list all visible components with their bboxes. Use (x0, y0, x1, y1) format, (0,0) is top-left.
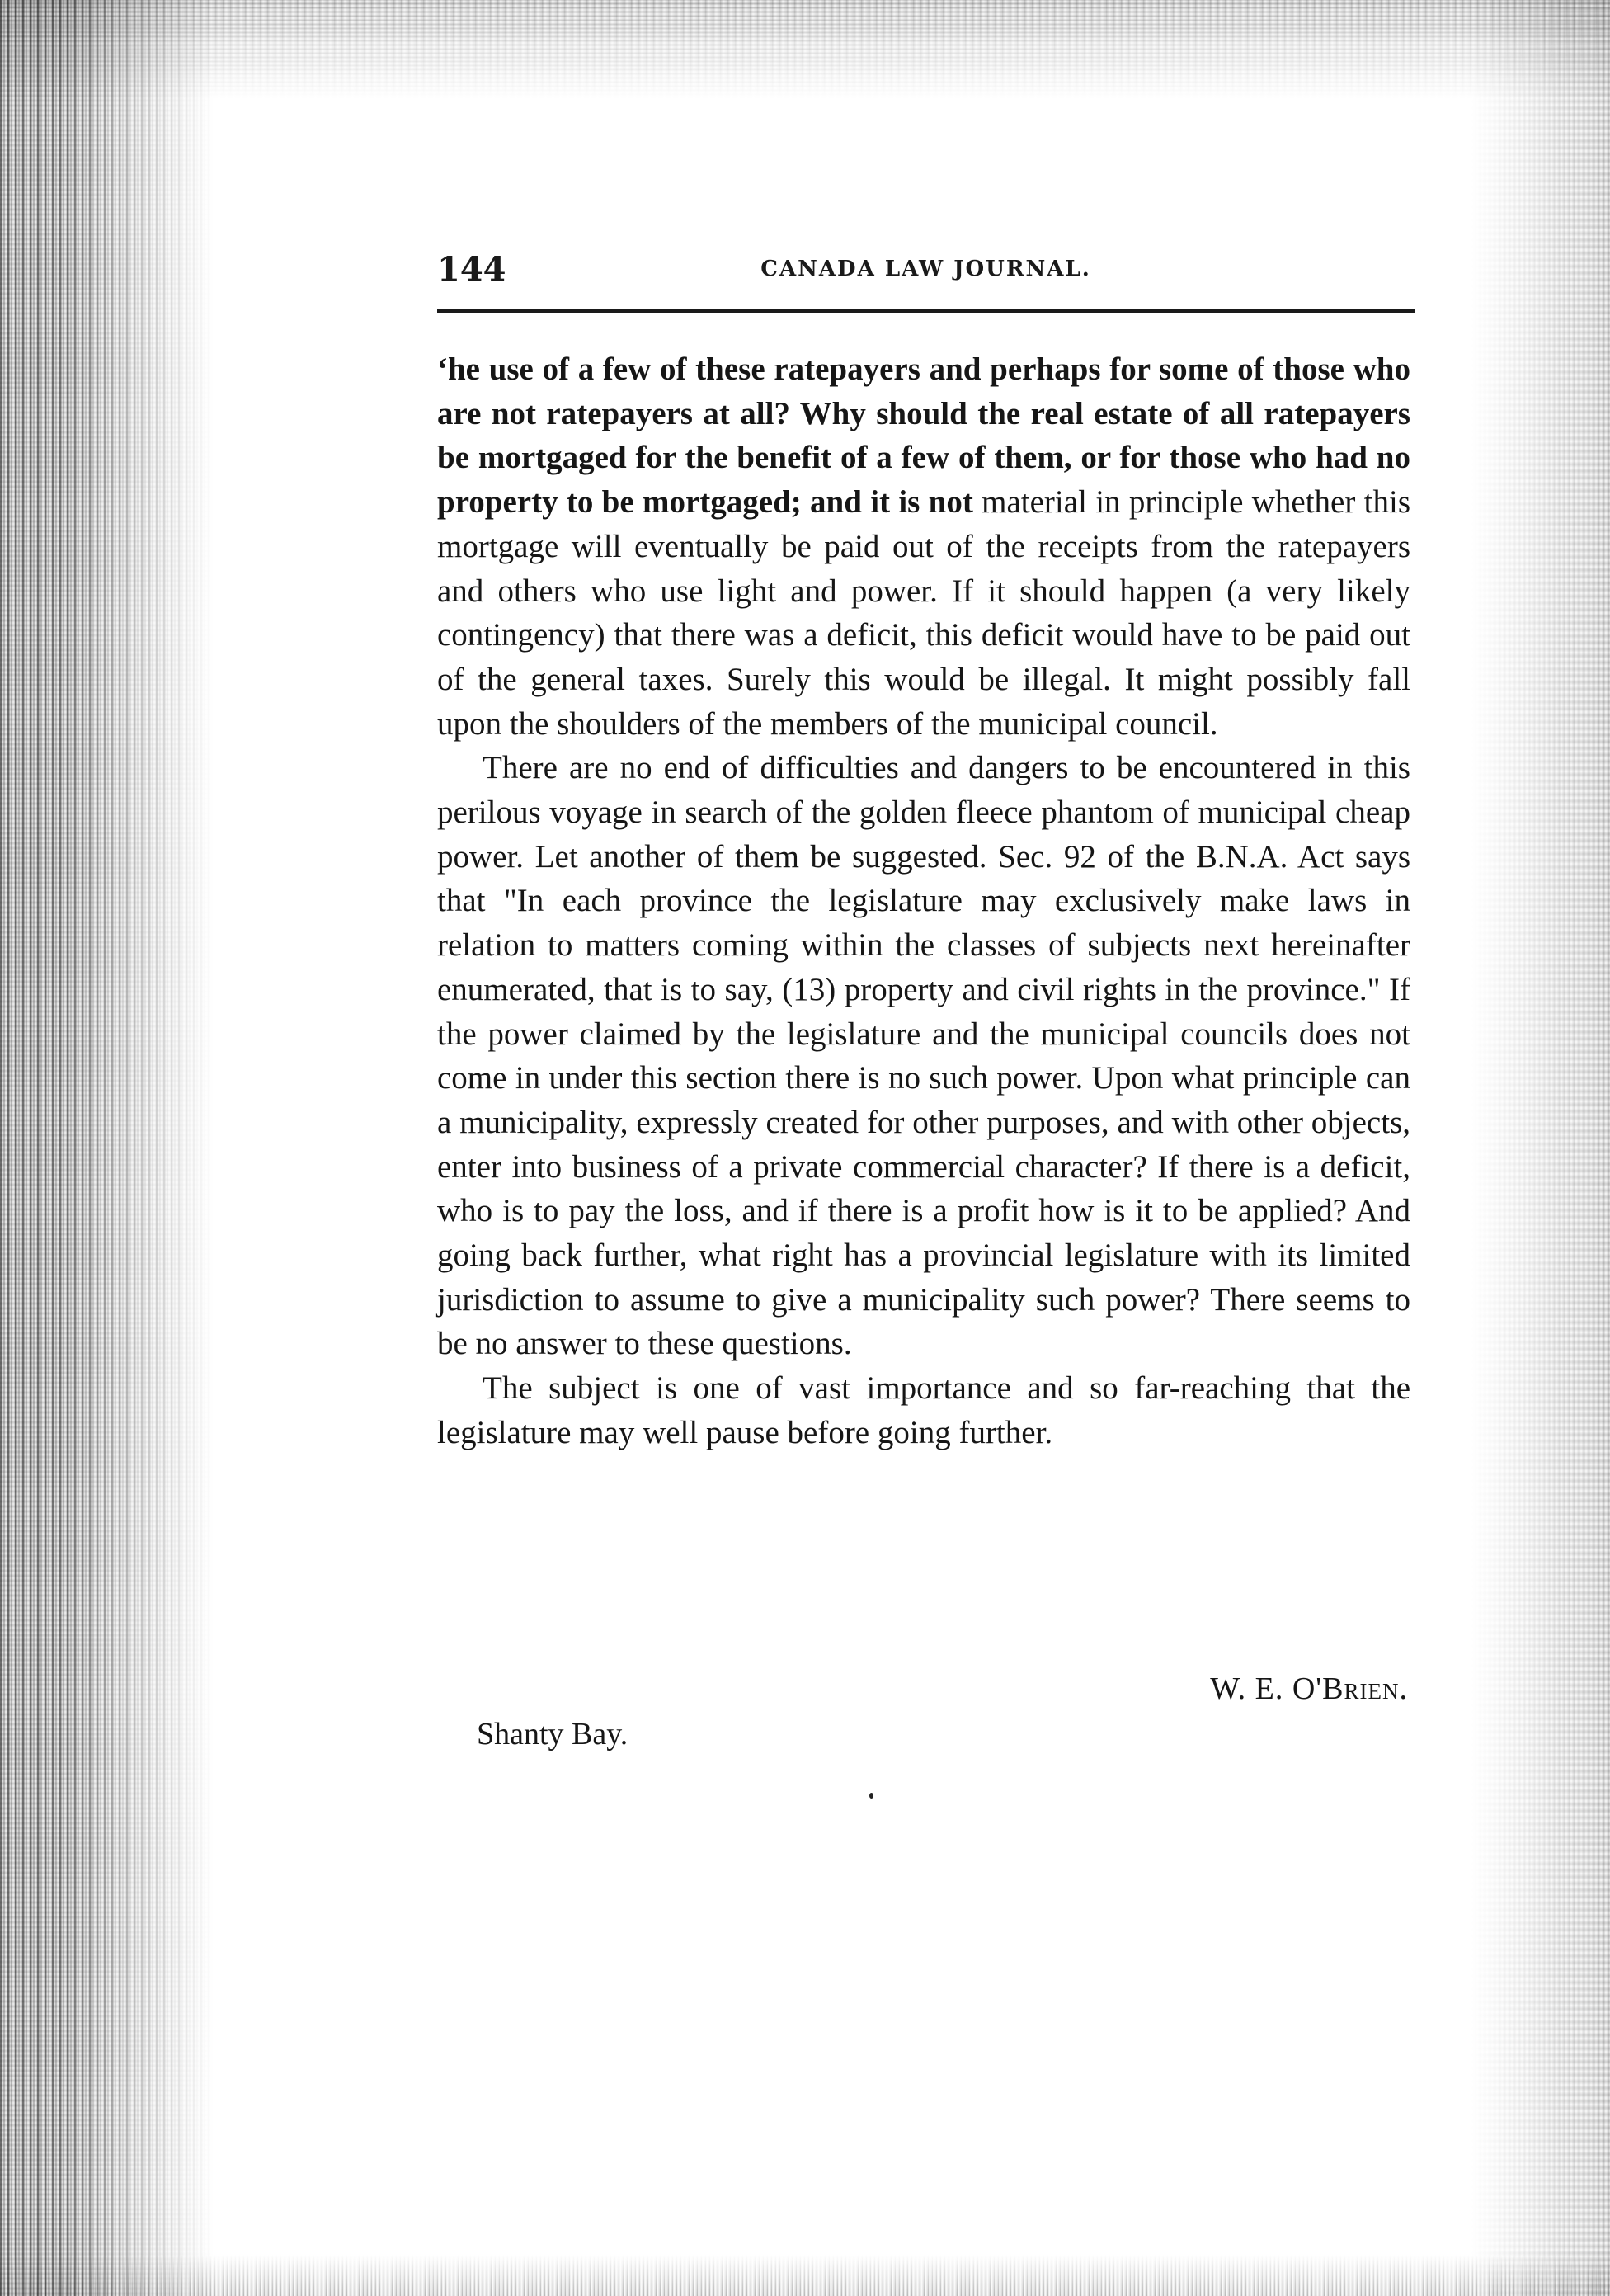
article-body (437, 347, 1410, 1455)
author-surname: Brien. (1322, 1671, 1408, 1706)
author-initials: W. E. O' (1210, 1671, 1323, 1706)
scan-edge-bottom (0, 2255, 1610, 2296)
scan-edge-top (0, 0, 1610, 99)
paragraph-1 (437, 347, 1410, 746)
ink-speck (869, 1793, 873, 1799)
author-signature (1210, 1671, 1408, 1707)
paragraph-2: There are no end of difficulties and dangers to be encountered in this perilous voyage in search of the golden fleece phantom of municipal cheap power. Let another of them be suggested. Sec. 92 of the B.N.A. Act says that "In each province the legislature may exclusively make laws in relation to matters coming within the classes of subjects next hereinafter enumerated, that is to say, (13) property and civil rights in the province." If the power claimed by the legislature and the municipal councils does not come in under this section there is no such power. Upon what principle can a municipality, expressly created for other purposes, and with other objects, enter into business of a private commercial character? If there is a deficit, who is to pay the loss, and if there is a profit how is it to be applied? And going back further, what right has a provincial legislature with its limited jurisdiction to assume to give a municipality such power? There seems to be no answer to these questions. (437, 750, 1410, 1362)
scan-edge-right (1470, 0, 1610, 2296)
paragraph-1-text: material in principle whether this mortgage will eventually be paid out of the receipts from the ratepayers and others who use light and power. If it should happen (a very likely contingency) that there was a deficit, this deficit would have to be paid out of the general taxes. Surely this would be illegal. It might possibly fall upon the shoulders of the members of the municipal council. (437, 484, 1410, 742)
place-line: Shanty Bay. (477, 1717, 628, 1751)
page-number: 144 (437, 250, 506, 289)
header-rule (437, 309, 1415, 313)
paragraph-3: The subject is one of vast importance and so far-reaching that the legislature may well pause before going further. (437, 1370, 1410, 1450)
running-head (437, 250, 1415, 299)
paragraph-1-bold-text: ʻhe use of a few of these ratepayers and perhaps for some of those who are not ratepayers at all? Why should the real estate of all ratepayers be mortgaged for the benefit of a few of them, or for those who had no property to be mortgaged; and it is not (437, 351, 1410, 521)
journal-title: CANADA LAW JOURNAL. (760, 257, 1091, 281)
scan-edge-left (0, 0, 214, 2296)
